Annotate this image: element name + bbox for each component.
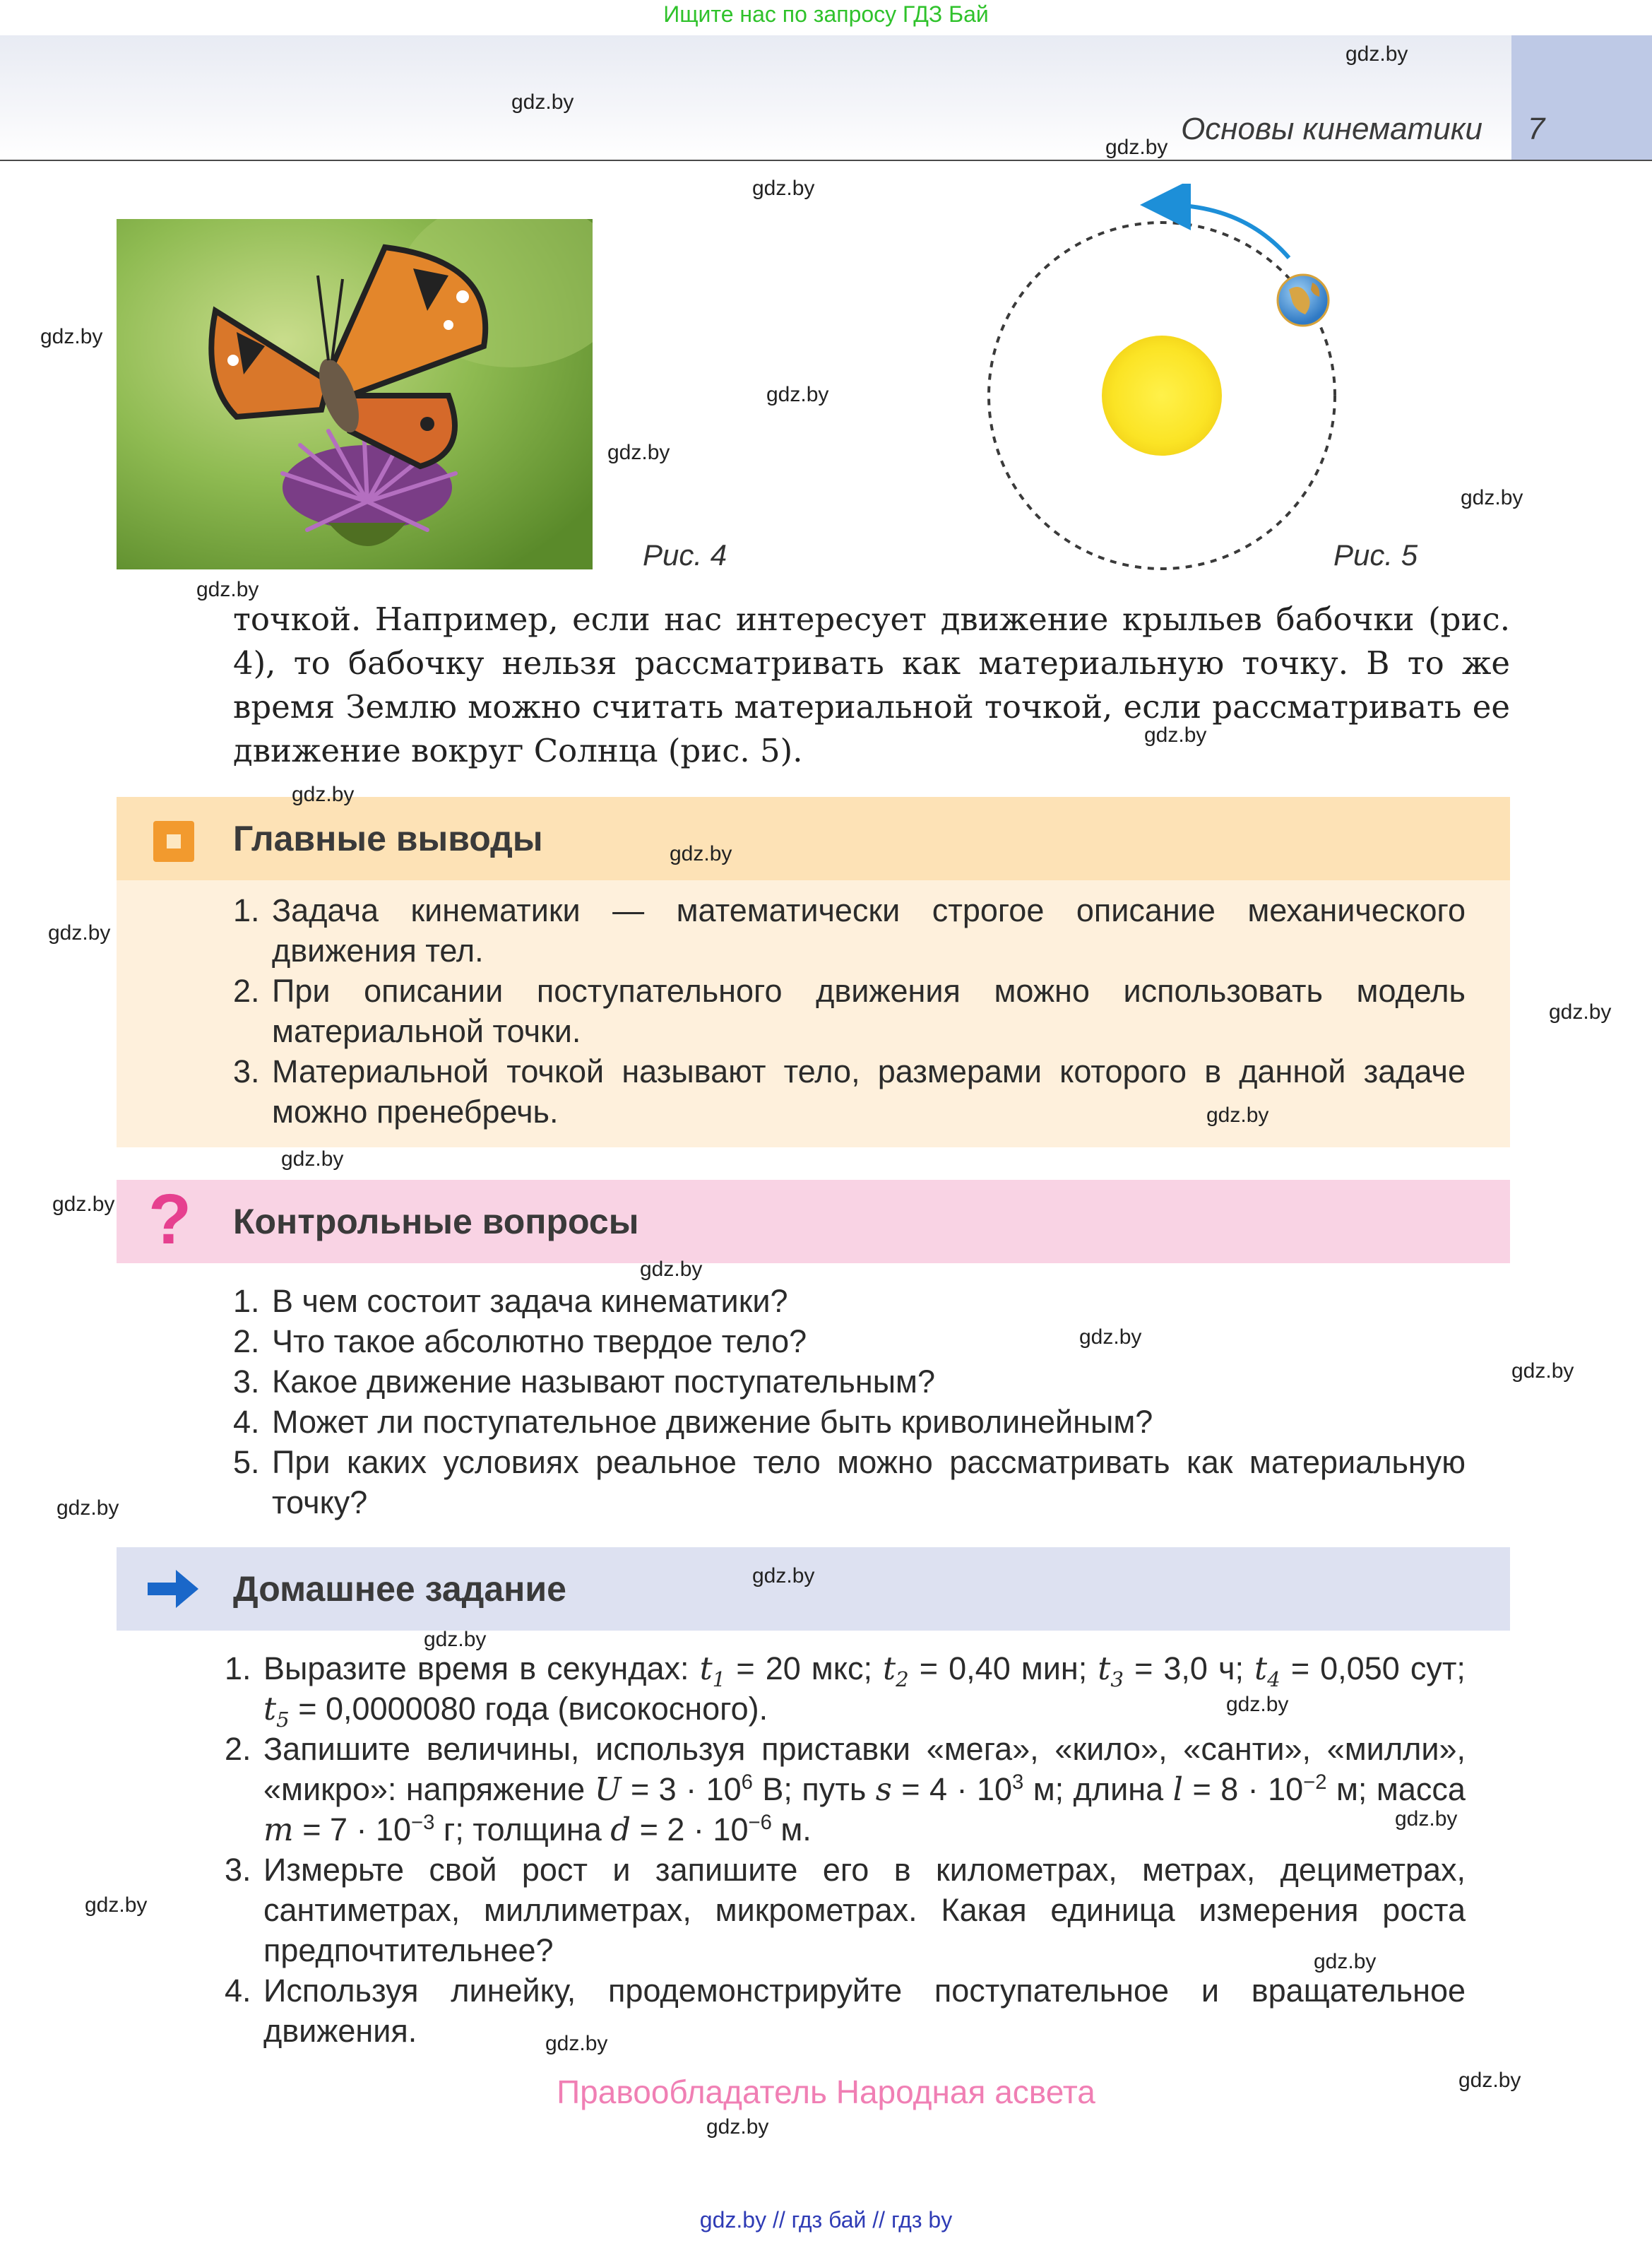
watermark: gdz.by <box>1511 1359 1574 1383</box>
watermark: gdz.by <box>752 1564 815 1587</box>
watermark: gdz.by <box>1226 1693 1289 1716</box>
watermark: gdz.by <box>48 921 111 945</box>
watermark: gdz.by <box>1395 1807 1458 1831</box>
watermark: gdz.by <box>545 2032 608 2055</box>
questions-header <box>117 1180 1510 1263</box>
square-bullet-icon <box>153 821 194 862</box>
watermark: gdz.by <box>196 578 259 601</box>
list-item: 2. Что такое абсолютно твердое тело? <box>233 1323 807 1359</box>
list-item: 4. Используя линейку, продемонстрируйте поступательное и вращательное движения. <box>225 1973 1466 2049</box>
list-item: 3. Измерьте свой рост и запишите его в километрах, метрах, дециметрах, сантиметрах, миллиметрах, микрометрах. Какая единица измерения роста предпочтительнее? <box>225 1852 1466 1968</box>
conclusions-body <box>117 880 1510 1147</box>
watermark: gdz.by <box>52 1193 115 1216</box>
watermark: gdz.by <box>40 325 103 348</box>
arrow-right-icon <box>145 1566 201 1616</box>
header-divider <box>0 160 1652 161</box>
sun-icon <box>1102 336 1222 456</box>
watermark: gdz.by <box>57 1496 119 1520</box>
watermark: gdz.by <box>766 383 829 406</box>
figure-4-caption: Рис. 4 <box>643 538 727 572</box>
watermark: gdz.by <box>752 177 815 200</box>
watermark: gdz.by <box>424 1628 487 1651</box>
watermark: gdz.by <box>281 1147 344 1171</box>
earth-icon <box>1278 275 1329 326</box>
motion-arrow <box>1165 205 1289 258</box>
question-mark-icon: ? <box>148 1180 192 1259</box>
watermark: gdz.by <box>1549 1000 1612 1024</box>
list-item: 2. При описании поступательного движения можно использовать модель материальной точки. <box>233 973 1466 1049</box>
watermark: gdz.by <box>1458 2069 1521 2092</box>
watermark: gdz.by <box>1144 723 1207 747</box>
list-item: 2. Запишите величины, используя приставки «мега», «кило», «санти», «милли», «микро»: напряжение $U = 3 \cdot 10^6$ В; путь $s = 4 \cdot 10^3$ м; длина $l = 8 \cdot 10^{-2}$ м; масса $m = 7 \cdot 10^{-3}$ г; толщина $d = 2 \cdot 10^{-6}$ м. <box>225 1731 1466 1848</box>
watermark: gdz.by <box>1079 1325 1142 1349</box>
list-item: 1. Задача кинематики — математически строгое описание механического движения тел. <box>233 892 1466 969</box>
homework-title: Домашнее задание <box>233 1569 566 1609</box>
butterfly-illustration <box>117 219 593 569</box>
watermark: gdz.by <box>85 1893 148 1917</box>
watermark: gdz.by <box>640 1258 703 1281</box>
watermark: gdz.by <box>1314 1950 1377 1973</box>
watermark: gdz.by <box>1345 42 1408 66</box>
list-item: 5. При каких условиях реальное тело можно рассматривать как материальную точку? <box>233 1444 1466 1520</box>
watermark: gdz.by <box>511 90 574 114</box>
body-paragraph: точкой. Например, если нас интересует движение крыльев бабочки (рис. 4), то бабочку нельзя рассматривать как материальную точку. В то же время Землю можно считать материальной точкой, если рассматривать ее движение вокруг Солнца (рис. 5). <box>233 601 1510 769</box>
watermark: gdz.by <box>1461 486 1523 509</box>
figure-5-caption: Рис. 5 <box>1333 538 1418 572</box>
conclusions-title: Главные выводы <box>233 819 543 858</box>
orbit-diagram <box>975 184 1356 579</box>
list-item: 1. Выразите время в секундах: $t_1 = 20$ мкс; $t_2 = 0,40$ мин; $t_3 = 3,0$ ч; $t_4 = 0,050$ сут; $t_5 = 0,0000080$ года (високосного). <box>225 1650 1466 1732</box>
list-item: 3. Материальной точкой называют тело, размерами которого в данной задаче можно пренебречь. <box>233 1053 1466 1130</box>
homework-header <box>117 1547 1510 1631</box>
conclusions-list <box>233 890 1466 1132</box>
copyright-owner: Правообладатель Народная асвета <box>557 2074 1095 2110</box>
list-item: 3. Какое движение называют поступательным? <box>233 1364 936 1400</box>
watermark: gdz.by <box>1206 1104 1269 1127</box>
orbit-figure <box>975 184 1356 579</box>
watermark: gdz.by <box>670 842 732 865</box>
list-item: 4. Может ли поступательное движение быть криволинейным? <box>233 1404 1153 1440</box>
running-title: Основы кинематики <box>1181 112 1482 146</box>
questions-title: Контрольные вопросы <box>233 1202 639 1241</box>
watermark: gdz.by <box>706 2115 769 2139</box>
watermark: gdz.by <box>1105 136 1168 159</box>
top-banner: Ищите нас по запросу ГДЗ Бай <box>663 1 989 27</box>
list-item: 1. В чем состоит задача кинематики? <box>233 1283 788 1319</box>
butterfly-photo <box>117 219 593 569</box>
watermark: gdz.by <box>292 783 355 806</box>
page-number: 7 <box>1527 112 1545 146</box>
conclusions-header <box>117 797 1510 880</box>
footer-links[interactable]: gdz.by // гдз бай // гдз by <box>699 2207 953 2233</box>
watermark: gdz.by <box>607 441 670 464</box>
questions-list <box>233 1281 1466 1522</box>
